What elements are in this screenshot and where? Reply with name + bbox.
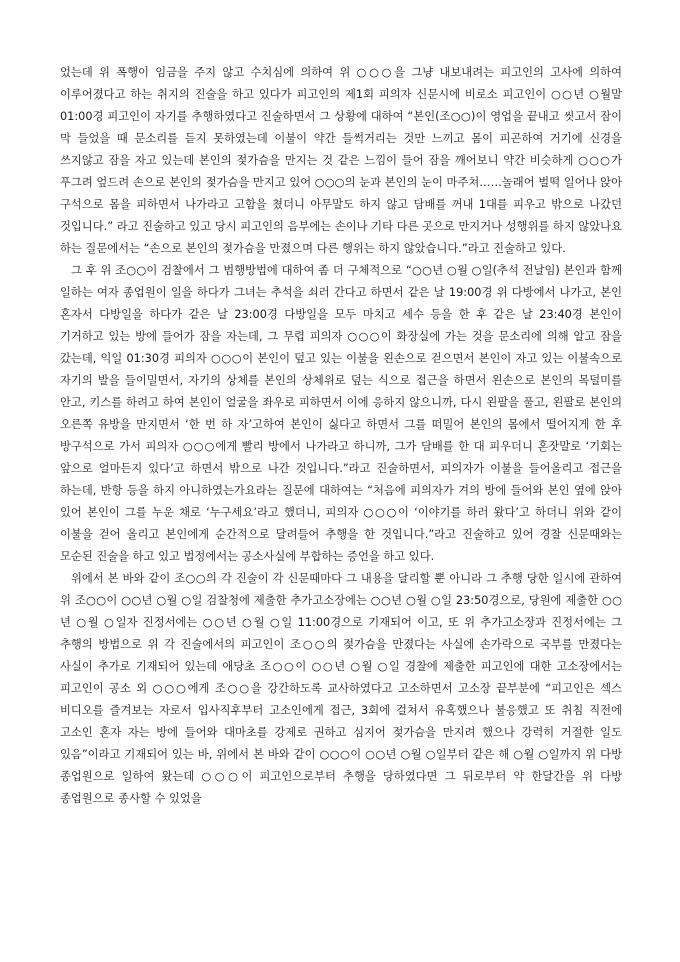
paragraph: 었는데 위 폭행이 임금을 주지 않고 수치심에 의하여 위 ○○○을 그냥 내보내려는 피고인의 고사에 의하여 이루어졌다고 하는 취지의 진술을 하고 있다가 피고인의 제1회 피의자 신문시에 비로소 피고인이 ○○년 ○월말 01:00경 피고인이 자기를 추행하였다고 진술하면서 그 상황에 대하여 “본인(조○○)이 영업을 끝내고 씻고서 잠이 막 들었을 때 문소리를 듣지 못하였는데 이불이 약간 들썩거리는 것만 느끼고 몸이 피곤하여 거기에 신경을 쓰지않고 잠을 자고 있는데 본인의 젖가슴을 만지는 것 같은 느낌이 들어 잠을 깨어보니 약간 비슷하게 ○○○가 푸그려 엎드려 손으로 본인의 젖가슴을 만지고 있어 ○○○의 눈과 본인의 눈이 마주쳐……놀래어 벌떡 일어나 앉아 구석으로 몸을 피하면서 나가라고 고함을 쳤더니 아무말도 하지 않고 담배를 꺼내 1대를 피우고 밖으로 나갔던 것입니다.” 라고 진술하고 있고 당시 피고인의 음부에는 손이나 기타 다른 곳으로 만지거나 성행위를 하지 않았나요 하는 질문에서는 “손으로 본인의 젖가슴을 만졌으며 다른 행위는 하지 않았습니다.”라고 진술하고 있다.: [60, 66, 622, 255]
paragraph: 위에서 본 바와 같이 조○○의 각 진술이 각 신문때마다 그 내용을 달리할 뿐 아니라 그 추행 당한 일시에 관하여 위 조○○이 ○○년 ○월 ○일 검찰청에 제출한 추가고소장에는 ○○년 ○월 ○일 23:50경으로, 당원에 제출한 ○○년 ○월 ○일자 진정서에는 ○○년 ○월 ○일 11:00경으로 기재되어 이고, 또 위 추가고소장과 진정서에는 그 추행의 방법으로 위 각 진술에서의 피고인이 조○○의 젖가슴을 만졌다는 사실에 손가락으로 국부를 만졌다는 사실이 추가로 기재되어 있는데 애당초 조○○이 ○○년 ○월 ○일 경찰에 제출한 피고인에 대한 고소장에서는 피고인이 공소 외 ○○○에게 조○○을 강간하도록 교사하였다고 고소하면서 고소장 끝부분에 “피고인은 섹스 비디오를 즐겨보는 자로서 입사직후부터 고소인에게 접근, 3회에 걸쳐서 유혹했으나 불응했고 또 취침 직전에 고소인 혼자 자는 방에 들어와 대마초를 강제로 권하고 심지어 젖가슴을 만지려 했으나 강력히 거절한 일도 있음”이라고 기재되어 있는 바, 위에서 본 바와 같이 ○○○이 ○○년 ○월 ○일부터 같은 해 ○월 ○일까지 위 다방 종업원으로 일하여 왔는데 ○○○이 피고인으로부터 추행을 당하였다면 그 뒤로부터 약 한달간을 위 다방 종업원으로 종사할 수 있었을: [60, 572, 622, 805]
paragraph: 그 후 위 조○○이 검찰에서 그 범행방법에 대하여 좀 더 구체적으로 “○○년 ○월 ○일(추석 전날임) 본인과 함께 일하는 여자 종업원이 일을 하다가 그녀는 추석을 쇠러 간다고 하면서 같은 날 19:00경 위 다방에서 나가고, 본인 혼자서 다방일을 하다가 같은 날 23:00경 다방일을 모두 마치고 세수 등을 한 후 같은 날 23:40경 본인이 기거하고 있는 방에 들어가 잠을 자는데, 그 무렵 피의자 ○○○이 화장실에 가는 것을 문소리에 의해 알고 잠을 갔는데, 익일 01:30경 피의자 ○○○이 본인이 덮고 있는 이불을 왼손으로 걷으면서 본인이 자고 있는 이불속으로 자기의 발을 들이밀면서, 자기의 상체를 본인의 상체위로 덮는 식으로 접근을 하면서 왼손으로 본인의 목덜미를 안고, 키스를 하려고 하여 본인이 얼굴을 좌우로 피하면서 이에 응하지 않으니까, 다시 왼팔을 풀고, 왼팔로 본인의 오른쪽 유방을 만지면서 ‘한 번 하 자’고하여 본인이 싫다고 하면서 그를 떠밀어 본인의 몸에서 떨어지게 한 후 방구석으로 가서 피의자 ○○○에게 빨리 방에서 나가라고 하니까, 그가 담배를 한 대 피우더니 혼잣말로 ‘기회는 앞으로 얼마든지 있다’고 하면서 밖으로 나간 것입니다.”라고 진술하면서, 피의자가 이불을 들어올리고 접근을 하는데, 반항 등을 하지 아니하였는가요라는 질문에 대하여는 “처음에 피의자가 겨의 방에 들어와 본인 옆에 앉아 있어 본인이 그를 누운 채로 ‘누구세요’라고 했더니, 피의자 ○○○이 ‘이야기를 하러 왔다’고 하더니 위와 같이 이불을 걷어 올리고 본인에게 순간적으로 달려들어 추행을 한 것입니다.”라고 진술하고 있어 경찰 신문때와는 모순된 진술을 하고 있고 법정에서는 공소사실에 부합하는 증언을 하고 있다.: [60, 264, 622, 563]
document-body: [60, 62, 622, 810]
